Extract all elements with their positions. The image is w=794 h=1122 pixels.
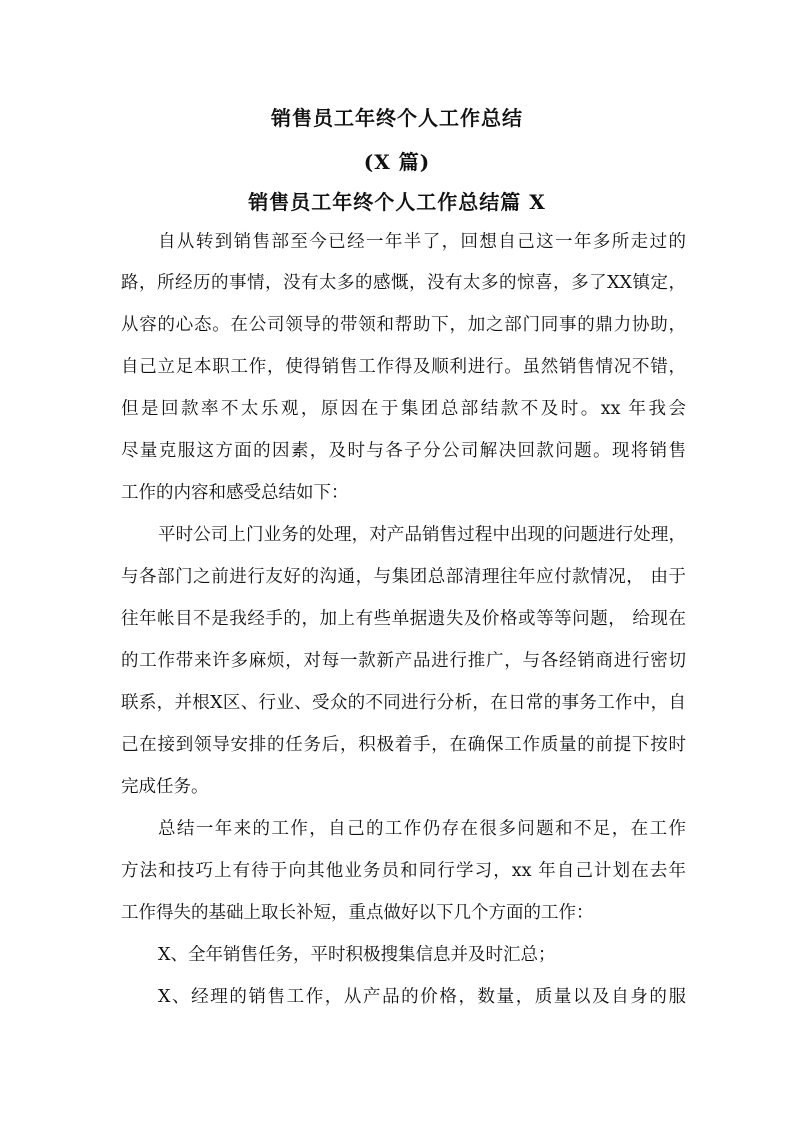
paragraph-1-line-7: 工作的内容和感受总结如下： [121, 483, 349, 503]
paragraph-3-line-2: 方法和技巧上有待于向其他业务员和同行学习，xx 年自己计划在去年 [121, 861, 686, 881]
paragraph-2-line-3: 往年帐目不是我经手的，加上有些单据遗失及价格或等等问题， 给现在 [121, 609, 686, 629]
paragraph-1-line-1: 自从转到销售部至今已经一年半了，回想自己这一年多所走过的 [158, 232, 686, 252]
paragraph-2-line-4: 的工作带来许多麻烦，对每一款新产品进行推广，与各经销商进行密切 [121, 651, 686, 671]
paragraph-1-line-5: 但是回款率不太乐观，原因在于集团总部结款不及时。xx 年我会 [121, 399, 686, 419]
paragraph-1-line-2: 路，所经历的事情，没有太多的感慨，没有太多的惊喜，多了XX镇定， [121, 273, 686, 293]
paragraph-2-line-2: 与各部门之前进行友好的沟通，与集团总部清理往年应付款情况， 由于 [121, 567, 686, 587]
paragraph-3-line-1: 总结一年来的工作，自己的工作仍存在很多问题和不足，在工作 [158, 819, 686, 839]
paragraph-2-line-6: 己在接到领导安排的任务后，积极着手，在确保工作质量的前提下按时 [121, 735, 686, 755]
list-item-2: X、经理的销售工作，从产品的价格，数量，质量以及自身的服 [158, 987, 686, 1007]
document-subtitle: (X 篇) [363, 150, 431, 174]
document-title: 销售员工年终个人工作总结 [271, 106, 523, 130]
paragraph-1-line-6: 尽量克服这方面的因素，及时与各子分公司解决回款问题。现将销售 [121, 441, 686, 461]
paragraph-3-line-3: 工作得失的基础上取长补短，重点做好以下几个方面的工作： [121, 903, 594, 923]
paragraph-2-line-5: 联系，并根X区、行业、受众的不同进行分析，在日常的事务工作中，自 [121, 693, 686, 713]
paragraph-1-line-4: 自己立足本职工作，使得销售工作得及顺利进行。虽然销售情况不错， [121, 357, 686, 377]
paragraph-2-line-1: 平时公司上门业务的处理，对产品销售过程中出现的问题进行处理， [158, 525, 686, 545]
paragraph-2-line-7: 完成任务。 [121, 777, 209, 797]
section-title: 销售员工年终个人工作总结篇 X [248, 190, 546, 214]
list-item-1: X、全年销售任务，平时积极搜集信息并及时汇总； [158, 945, 556, 965]
paragraph-1-line-3: 从容的心态。在公司领导的带领和帮助下，加之部门同事的鼎力协助， [121, 315, 686, 335]
